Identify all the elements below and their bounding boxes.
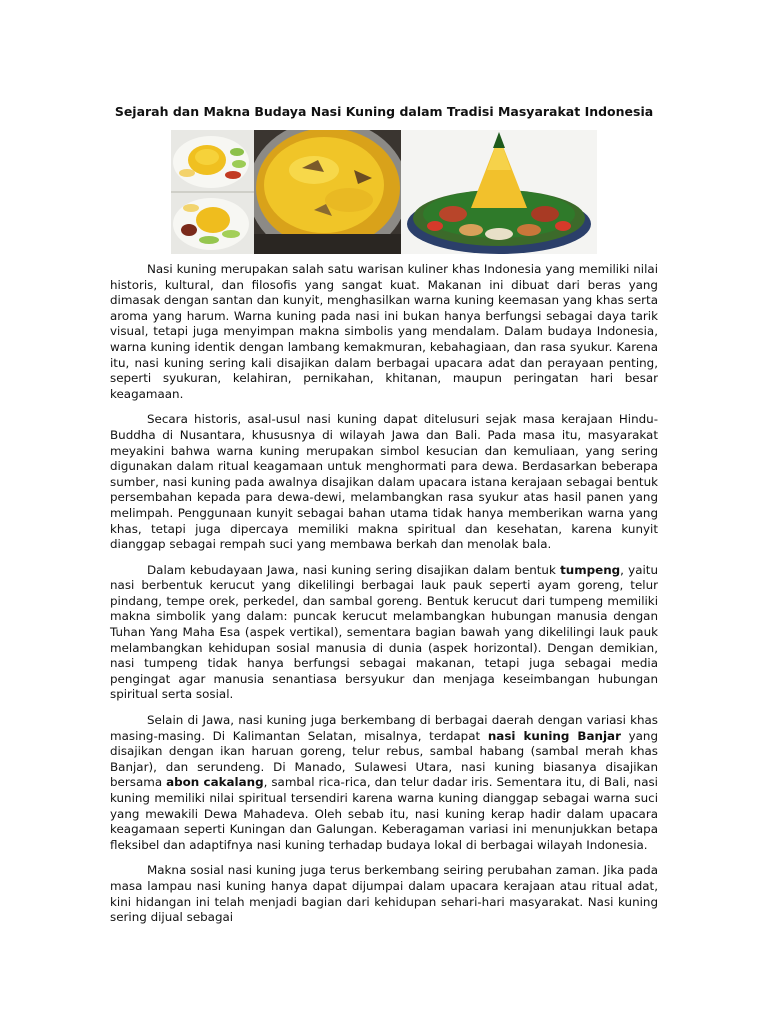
term-abon-cakalang: abon cakalang bbox=[166, 775, 264, 790]
document-title: Sejarah dan Makna Budaya Nasi Kuning dalam Tradisi Masyarakat Indonesia bbox=[114, 104, 654, 119]
paragraph-3: Dalam kebudayaan Jawa, nasi kuning sering disajikan dalam bentuk tumpeng, yaitu nasi berbentuk kerucut yang dikelilingi berbagai lauk pauk seperti ayam goreng, telur pindang, tempe orek, perkedel, dan sambal goreng. Bentuk kerucut dari tumpeng memiliki makna simbolik yang dalam: puncak kerucut melambangkan hubungan manusia dengan Tuhan Yang Maha Esa (aspek vertikal), sementara bagian bawah yang dikelilingi lauk pauk melambangkan kehidupan sosial manusia di dunia (aspek horizontal). Dengan demikian, nasi tumpeng tidak hanya berfungsi sebagai makanan, tetapi juga sebagai media pengingat agar manusia senantiasa bersyukur dan menjaga keseimbangan hubungan spiritual serta sosial. bbox=[110, 562, 659, 702]
term-tumpeng: tumpeng bbox=[560, 562, 621, 577]
paragraph-5: Makna sosial nasi kuning juga terus berkembang seiring perubahan zaman. Jika pada masa lampau nasi kuning hanya dapat dijumpai dalam upacara kerajaan atau ritual adat, kini hidangan ini telah menjadi bagian dari kehidupan sehari-hari masyarakat. Nasi kuning sering dijual sebagai bbox=[110, 863, 658, 925]
paragraph-2: Secara historis, asal-usul nasi kuning dapat ditelusuri sejak masa kerajaan Hindu-Buddha di Nusantara, khususnya di wilayah Jawa dan Bali. Pada masa itu, masyarakat meyakini bahwa warna kuning merupakan simbol kesucian dan kemuliaan, yang sering digunakan dalam ritual keagamaan untuk menghormati para dewa. Berdasarkan beberapa sumber, nasi kuning pada awalnya disajikan dalam upacara istana kerajaan sebagai bentuk persembahan kepada para dewa-dewi, melambangkan rasa syukur atas hasil panen yang melimpah. Penggunaan kunyit sebagai bahan utama tidak hanya memberikan warna yang khas, tetapi juga dipercaya memiliki makna spiritual dan kesehatan, karena kunyit dianggap sebagai rempah suci yang membawa berkah dan menolak bala. bbox=[110, 412, 658, 552]
paragraph-4: Selain di Jawa, nasi kuning juga berkembang di berbagai daerah dengan variasi khas masing-masing. Di Kalimantan Selatan, misalnya, terdapat nasi kuning Banjar yang disajikan dengan ikan haruan goreng, telur rebus, sambal habang (sambal merah khas Banjar), dan serundeng. Di Manado, Sulawesi Utara, nasi kuning biasanya disajikan bersama abon cakalang, sambal rica-rica, dan telur dadar iris. Sementara itu, di Bali, nasi kuning memiliki nilai spiritual tersendiri karena warna kuning dianggap sebagai warna suci yang mewakili Dewa Mahadeva. Oleh sebab itu, nasi kuning kerap hadir dalam upacara keagamaan seperti Kuningan dan Galungan. Keberagaman variasi ini menunjukkan betapa fleksibel dan adaptifnya nasi kuning terhadap budaya lokal di berbagai wilayah Indonesia. bbox=[110, 713, 659, 852]
yellow-rice-in-pot-photo bbox=[254, 130, 401, 254]
term-nasi-kuning-banjar: nasi kuning Banjar bbox=[487, 728, 621, 743]
header-images bbox=[171, 130, 597, 254]
document-body bbox=[110, 262, 658, 936]
nasi-kuning-plates-photo bbox=[171, 130, 254, 254]
paragraph-1: Nasi kuning merupakan salah satu warisan kuliner khas Indonesia yang memiliki nilai historis, kultural, dan filosofis yang sangat kuat. Makanan ini dibuat dari beras yang dimasak dengan santan dan kunyit, menghasilkan warna kuning keemasan yang khas serta aroma yang harum. Warna kuning pada nasi ini bukan hanya berfungsi sebagai daya tarik visual, tetapi juga menyimpan makna simbolis yang mendalam. Dalam budaya Indonesia, warna kuning identik dengan lambang kemakmuran, kebahagiaan, dan rasa syukur. Karena itu, nasi kuning sering kali disajikan dalam berbagai upacara adat dan perayaan penting, seperti syukuran, kelahiran, pernikahan, khitanan, maupun peringatan hari besar keagamaan. bbox=[110, 262, 658, 401]
tumpeng-photo bbox=[401, 130, 597, 254]
